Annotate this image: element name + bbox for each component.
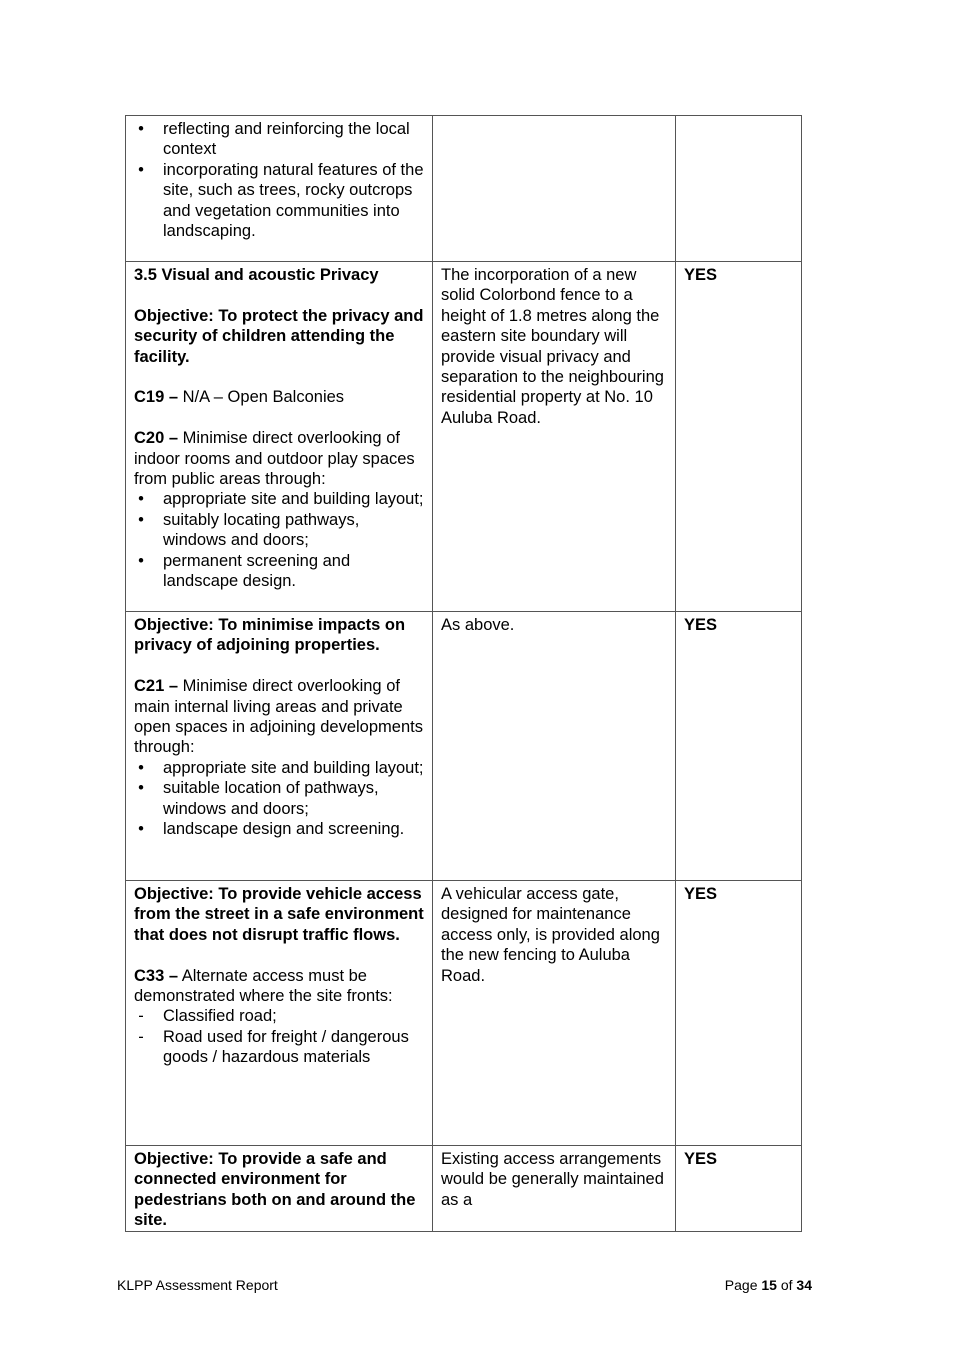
section-heading: 3.5 Visual and acoustic Privacy: [134, 266, 379, 284]
of-word: of: [776, 1277, 797, 1293]
list-item-text: incorporating natural features of the site, such as trees, rocky outcrops and vegetation communities into landscaping.: [163, 160, 424, 241]
compliance-cell: [676, 116, 802, 262]
list-item: [134, 1027, 424, 1068]
table-row: [126, 1146, 802, 1232]
control-c33: [134, 966, 424, 1007]
list-item: [134, 119, 424, 160]
control-label: C33 –: [134, 966, 179, 985]
comment-text: As above.: [441, 616, 515, 634]
list-item-text: suitable location of pathways, windows and doors;: [163, 779, 379, 818]
page-current: 15: [761, 1277, 777, 1293]
list-item-text: appropriate site and building layout;: [163, 490, 424, 509]
compliance-value: YES: [684, 616, 718, 634]
compliance-value: YES: [684, 1150, 718, 1168]
list-item-text: landscape design and screening.: [163, 820, 405, 839]
table-row: [126, 881, 802, 1146]
list-item: [134, 758, 424, 778]
comment-text: A vehicular access gate, designed for maintenance access only, is provided along the new fencing to Auluba Road.: [441, 885, 660, 985]
compliance-cell: [676, 1146, 802, 1232]
control-cell: [126, 262, 433, 612]
compliance-cell: [676, 262, 802, 612]
table-row: [126, 612, 802, 881]
page-word: Page: [724, 1277, 762, 1293]
control-label: C21 –: [134, 677, 179, 696]
bullet-marker: •: [138, 779, 144, 798]
bullet-marker: •: [138, 758, 144, 777]
bullet-list: [134, 758, 424, 840]
bullet-marker: •: [138, 160, 144, 179]
comment-text: Existing access arrangements would be generally maintained as a: [441, 1150, 664, 1209]
control-label: C19 –: [134, 388, 179, 407]
control-c19: [134, 387, 424, 407]
control-text: Minimise direct overlooking of main internal living areas and private open spaces in adjoining developments through:: [134, 677, 423, 757]
list-item: [134, 819, 424, 839]
bullet-list: [134, 119, 424, 241]
bullet-list: [134, 489, 424, 591]
comment-cell: [433, 1146, 676, 1232]
bullet-marker: •: [138, 490, 144, 509]
compliance-cell: [676, 612, 802, 881]
bullet-marker: •: [138, 120, 144, 138]
dash-marker: -: [138, 1027, 144, 1046]
compliance-cell: [676, 881, 802, 1146]
list-item: [134, 160, 424, 242]
objective-text: Objective: To provide vehicle access from the street in a safe environment that does not disrupt traffic flows.: [134, 885, 424, 944]
control-c21: [134, 676, 424, 758]
table-row: [126, 116, 802, 262]
control-cell: [126, 612, 433, 881]
dash-marker: -: [138, 1007, 144, 1026]
compliance-value: YES: [684, 885, 718, 903]
list-item-text: reflecting and reinforcing the local context: [163, 120, 410, 159]
list-item: [134, 510, 424, 551]
list-item: [134, 551, 424, 592]
comment-cell: [433, 262, 676, 612]
compliance-value: YES: [684, 266, 718, 284]
list-item: [134, 778, 424, 819]
footer-title: KLPP Assessment Report: [117, 1277, 278, 1293]
list-item-text: Road used for freight / dangerous goods / hazardous materials: [163, 1027, 409, 1067]
list-item-text: Classified road;: [163, 1007, 277, 1026]
control-text: Alternate access must be demonstrated where the site fronts:: [134, 966, 393, 1006]
list-item-text: suitably locating pathways, windows and doors;: [163, 510, 360, 550]
control-c20: [134, 428, 424, 489]
control-cell: [126, 881, 433, 1146]
control-text: N/A – Open Balconies: [178, 388, 345, 407]
objective-text: Objective: To protect the privacy and security of children attending the facility.: [134, 306, 424, 366]
table-row: [126, 262, 802, 612]
comment-text: The incorporation of a new solid Colorbond fence to a height of 1.8 metres along the eastern site boundary will provide visual privacy and separation to the neighbouring residential property at No. 10 Auluba Road.: [441, 266, 664, 427]
bullet-marker: •: [138, 510, 144, 529]
comment-cell: [433, 881, 676, 1146]
bullet-marker: •: [138, 551, 144, 570]
list-item: [134, 489, 424, 509]
control-cell: [126, 116, 433, 262]
list-item-text: appropriate site and building layout;: [163, 758, 424, 777]
bullet-marker: •: [138, 820, 144, 839]
list-item-text: permanent screening and landscape design.: [163, 551, 351, 591]
comment-cell: [433, 116, 676, 262]
page-total: 34: [796, 1277, 812, 1293]
list-item: [134, 1006, 424, 1026]
control-label: C20 –: [134, 429, 179, 448]
assessment-table: [125, 115, 802, 1232]
comment-cell: [433, 612, 676, 881]
objective-text: Objective: To minimise impacts on privacy of adjoining properties.: [134, 616, 406, 655]
page-number: [725, 1277, 812, 1293]
objective-text: Objective: To provide a safe and connected environment for pedestrians both on and around the site.: [134, 1150, 416, 1230]
control-text: Minimise direct overlooking of indoor rooms and outdoor play spaces from public areas through:: [134, 429, 415, 489]
dash-list: [134, 1006, 424, 1067]
control-cell: [126, 1146, 433, 1232]
